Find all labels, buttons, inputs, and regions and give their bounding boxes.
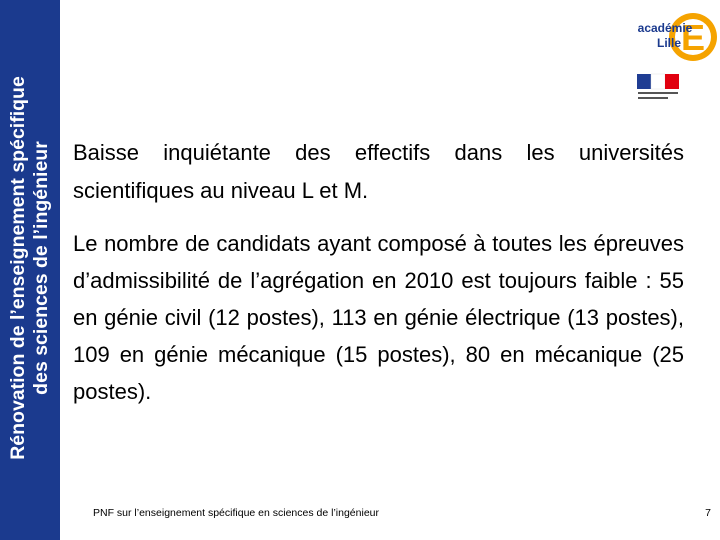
slide-body <box>73 134 684 410</box>
page-number: 7 <box>705 507 711 519</box>
paragraph-2: Le nombre de candidats ayant composé à toutes les épreuves d’admissibilité de l’agrégation en 2010 est toujours faible : 55 en génie civil (12 postes), 113 en génie électrique (13 postes), 109 en génie mécanique (15 postes), 80 en mécanique (25 postes). <box>73 231 684 404</box>
academie-logo-text-line1: académie <box>637 21 693 35</box>
ministere-logo <box>636 73 684 103</box>
footer-text: PNF sur l’enseignement spécifique en sciences de l’ingénieur <box>93 507 379 519</box>
sidebar-band <box>0 0 60 540</box>
sidebar-title: Rénovation de l’enseignement spécifique des sciences de l’ingénieur <box>7 76 52 460</box>
paragraph-1: Baisse inquiétante des effectifs dans les universités scientifiques au niveau L et M. <box>73 140 684 203</box>
academie-lille-logo <box>627 0 719 66</box>
academie-logo-text-line2: Lille <box>656 36 682 50</box>
academie-logo-letter: E <box>680 17 706 58</box>
